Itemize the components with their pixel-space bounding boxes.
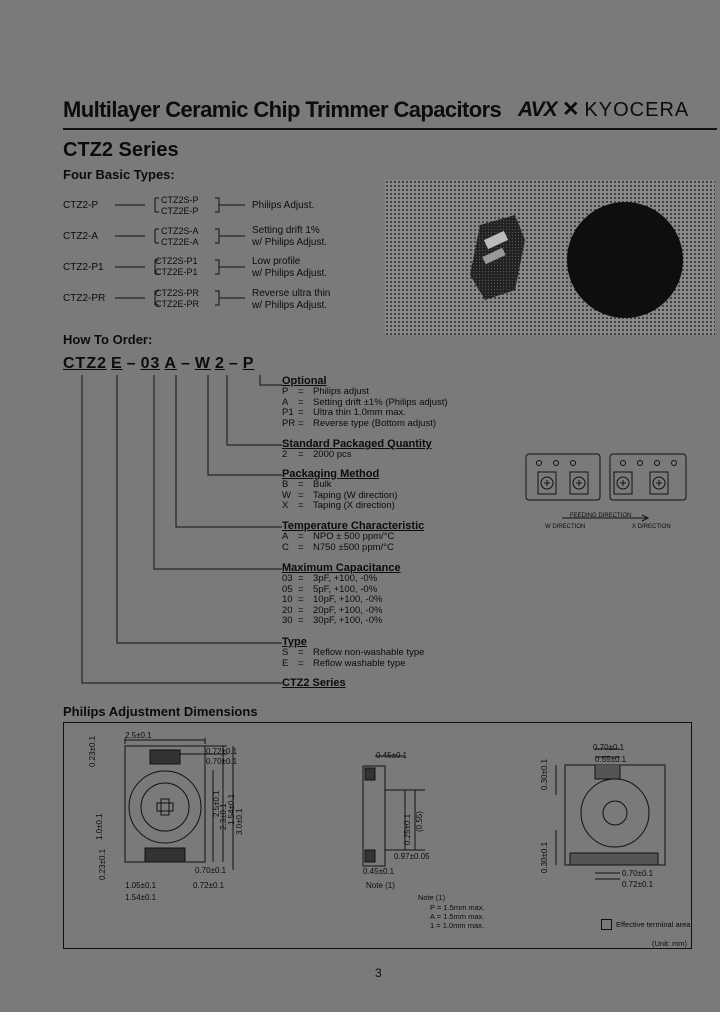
- w-direction-caption: W DIRECTION: [545, 524, 586, 530]
- dim-label: 0.70±0.1: [593, 743, 625, 752]
- section-packaging: [282, 468, 397, 512]
- code-part: 2: [214, 355, 225, 372]
- type-variant: CTZ2S-P1: [155, 256, 198, 266]
- dim-label: 1.05±0.1: [125, 881, 157, 890]
- dimensions-heading: Philips Adjustment Dimensions: [63, 704, 258, 719]
- dim-label: 0.72±0.1: [206, 747, 238, 756]
- dim-label: 0.55±0.1: [595, 755, 627, 764]
- avx-logo: AVX: [518, 98, 557, 121]
- section-optional: [282, 375, 448, 429]
- mid-note: Note (1): [366, 881, 395, 890]
- option-row: 2 = 2000 pcs: [282, 449, 352, 460]
- legend-label: Effective terminal area: [616, 920, 691, 929]
- type-desc: Low profile: [252, 256, 301, 267]
- option-row: 30 = 30pF, +100, -0%: [282, 615, 383, 626]
- note-line: 1 = 1.0mm max.: [430, 921, 484, 930]
- terminal-area-swatch: [601, 919, 612, 930]
- code-part: –: [180, 355, 191, 372]
- option-row: A = Setting drift ±1% (Philips adjust): [282, 396, 448, 408]
- code-part: E: [111, 355, 123, 372]
- taping-diagram: [522, 450, 692, 535]
- option-row: P1 = Ultra thin 1.0mm max.: [282, 407, 406, 418]
- code-part: P: [242, 355, 255, 372]
- option-row: 10 = 10pF, +100, -0%: [282, 594, 383, 605]
- bottom-terminal: [145, 848, 185, 862]
- type-code: CTZ2-A: [63, 231, 98, 242]
- page-title: Multilayer Ceramic Chip Trimmer Capacitors: [63, 97, 502, 122]
- dim-label: 2.3±0.1: [219, 803, 228, 830]
- type-variant: CTZ2S-P: [161, 195, 199, 205]
- rotor-ring: [581, 779, 649, 847]
- dim-label: (0.55): [415, 811, 424, 832]
- feeding-direction-label: FEEDING DIRECTION: [570, 513, 632, 519]
- code-part: –: [228, 355, 239, 372]
- rotor-hole: [603, 801, 627, 825]
- section-type: [282, 636, 424, 669]
- pad-outline: [565, 765, 665, 865]
- code-part: W: [194, 355, 211, 372]
- section-title: Type: [282, 636, 307, 648]
- option-row: P = Philips adjust: [282, 386, 369, 397]
- type-code: CTZ2-P: [63, 200, 98, 211]
- dim-label: 2.5±0.1: [125, 731, 152, 740]
- dim-label: 1.54±0.1: [227, 793, 236, 825]
- dim-label: 1.0±0.1: [95, 813, 104, 840]
- series-title: CTZ2 Series: [63, 139, 179, 161]
- section-capacitance: [282, 562, 401, 627]
- kyocera-logo: KYOCERA: [584, 99, 690, 121]
- dim-label: 3.0±0.1: [235, 808, 244, 835]
- code-part: CTZ2: [63, 355, 107, 372]
- code-part: A: [164, 355, 177, 372]
- x-direction-caption: X DIRECTION: [632, 524, 671, 530]
- section-title: Maximum Capacitance: [282, 562, 401, 574]
- top-terminal: [150, 750, 180, 764]
- option-row: 05 = 5pF, +100, -0%: [282, 583, 378, 595]
- dim-label: 0.97±0.05: [394, 852, 430, 861]
- page-number: 3: [375, 966, 382, 980]
- dim-label: 0.45±0.1: [376, 751, 408, 760]
- product-photo: [385, 180, 715, 335]
- type-desc: Philips Adjust.: [252, 200, 315, 211]
- title-rule: [63, 128, 717, 130]
- order-connectors: [60, 370, 290, 690]
- how-to-order-heading: How To Order:: [63, 332, 153, 347]
- type-variant: CTZ2E-P1: [155, 267, 198, 277]
- side-rotor: [385, 790, 405, 850]
- rotor-inner: [141, 783, 189, 831]
- type-variant: CTZ2S-PR: [155, 288, 200, 298]
- section-title: CTZ2 Series: [282, 677, 346, 689]
- type-code: CTZ2-PR: [63, 293, 106, 304]
- philips-slot: [157, 799, 173, 815]
- option-row: W = Taping (W direction): [282, 489, 398, 501]
- type-variant: CTZ2E-PR: [155, 299, 200, 309]
- dim-label: 0.23±0.1: [98, 848, 107, 880]
- option-row: E = Reflow washable type: [282, 657, 406, 669]
- brand-logos: [518, 97, 689, 122]
- type-desc: Setting drift 1%: [252, 225, 320, 236]
- dim-label: 0.70±0.1: [195, 866, 227, 875]
- dim-label: 0.45±0.1: [363, 867, 395, 876]
- type-variant: CTZ2E-P: [161, 206, 199, 216]
- type-variant: CTZ2S-A: [161, 226, 199, 236]
- dim-label: 0.30±0.1: [540, 758, 549, 790]
- section-series: [282, 677, 346, 689]
- dim-label: 0.30±0.1: [540, 841, 549, 873]
- option-row: 20 = 20pF, +100, -0%: [282, 604, 383, 616]
- type-desc: w/ Philips Adjust.: [252, 300, 328, 311]
- kyocera-mark-icon: ✕: [561, 98, 580, 121]
- unit-label: (Unit: mm): [652, 939, 687, 948]
- option-row: C = N750 ±500 ppm/°C: [282, 541, 394, 553]
- notes-heading: Note (1): [418, 893, 446, 902]
- type-desc: Reverse ultra thin: [252, 288, 331, 299]
- section-title: Standard Packaged Quantity: [282, 438, 432, 450]
- dim-label: 0.70±0.1: [622, 869, 654, 878]
- option-row: 03 = 3pF, +100, -0%: [282, 573, 378, 584]
- rotor-outer: [129, 771, 201, 843]
- dim-label: 1.54±0.1: [125, 893, 157, 902]
- disc-photo: [567, 202, 683, 318]
- option-row: X = Taping (X direction): [282, 500, 395, 511]
- dim-label: 2.5±0.1: [212, 790, 221, 817]
- type-desc: w/ Philips Adjust.: [252, 237, 328, 248]
- type-code: CTZ2-P1: [63, 262, 104, 273]
- dim-label: 0.23±0.1: [88, 735, 97, 767]
- dim-label: 0.72±0.1: [193, 881, 225, 890]
- section-title: Packaging Method: [282, 468, 380, 480]
- dim-label: 0.72±0.1: [622, 880, 654, 889]
- code-part: 03: [140, 355, 161, 372]
- note-line: P = 1.5mm max.: [430, 903, 485, 912]
- type-variant: CTZ2E-A: [161, 237, 199, 247]
- option-row: A = NPO ± 500 ppm/°C: [282, 531, 395, 542]
- option-row: B = Bulk: [282, 479, 332, 490]
- dim-label: 0.25±0.1: [403, 813, 412, 845]
- note-line: A = 1.5mm max.: [430, 912, 485, 921]
- section-title: Optional: [282, 375, 327, 387]
- section-temperature: [282, 520, 424, 553]
- section-title: Temperature Characteristic: [282, 520, 425, 532]
- option-row: PR = Reverse type (Bottom adjust): [282, 417, 437, 429]
- type-desc: w/ Philips Adjust.: [252, 268, 328, 279]
- basic-types-heading: Four Basic Types:: [63, 167, 175, 182]
- option-row: S = Reflow non-washable type: [282, 647, 425, 658]
- section-quantity: [282, 438, 432, 461]
- dim-label: 0.70±0.1: [206, 757, 238, 766]
- code-part: –: [126, 355, 137, 372]
